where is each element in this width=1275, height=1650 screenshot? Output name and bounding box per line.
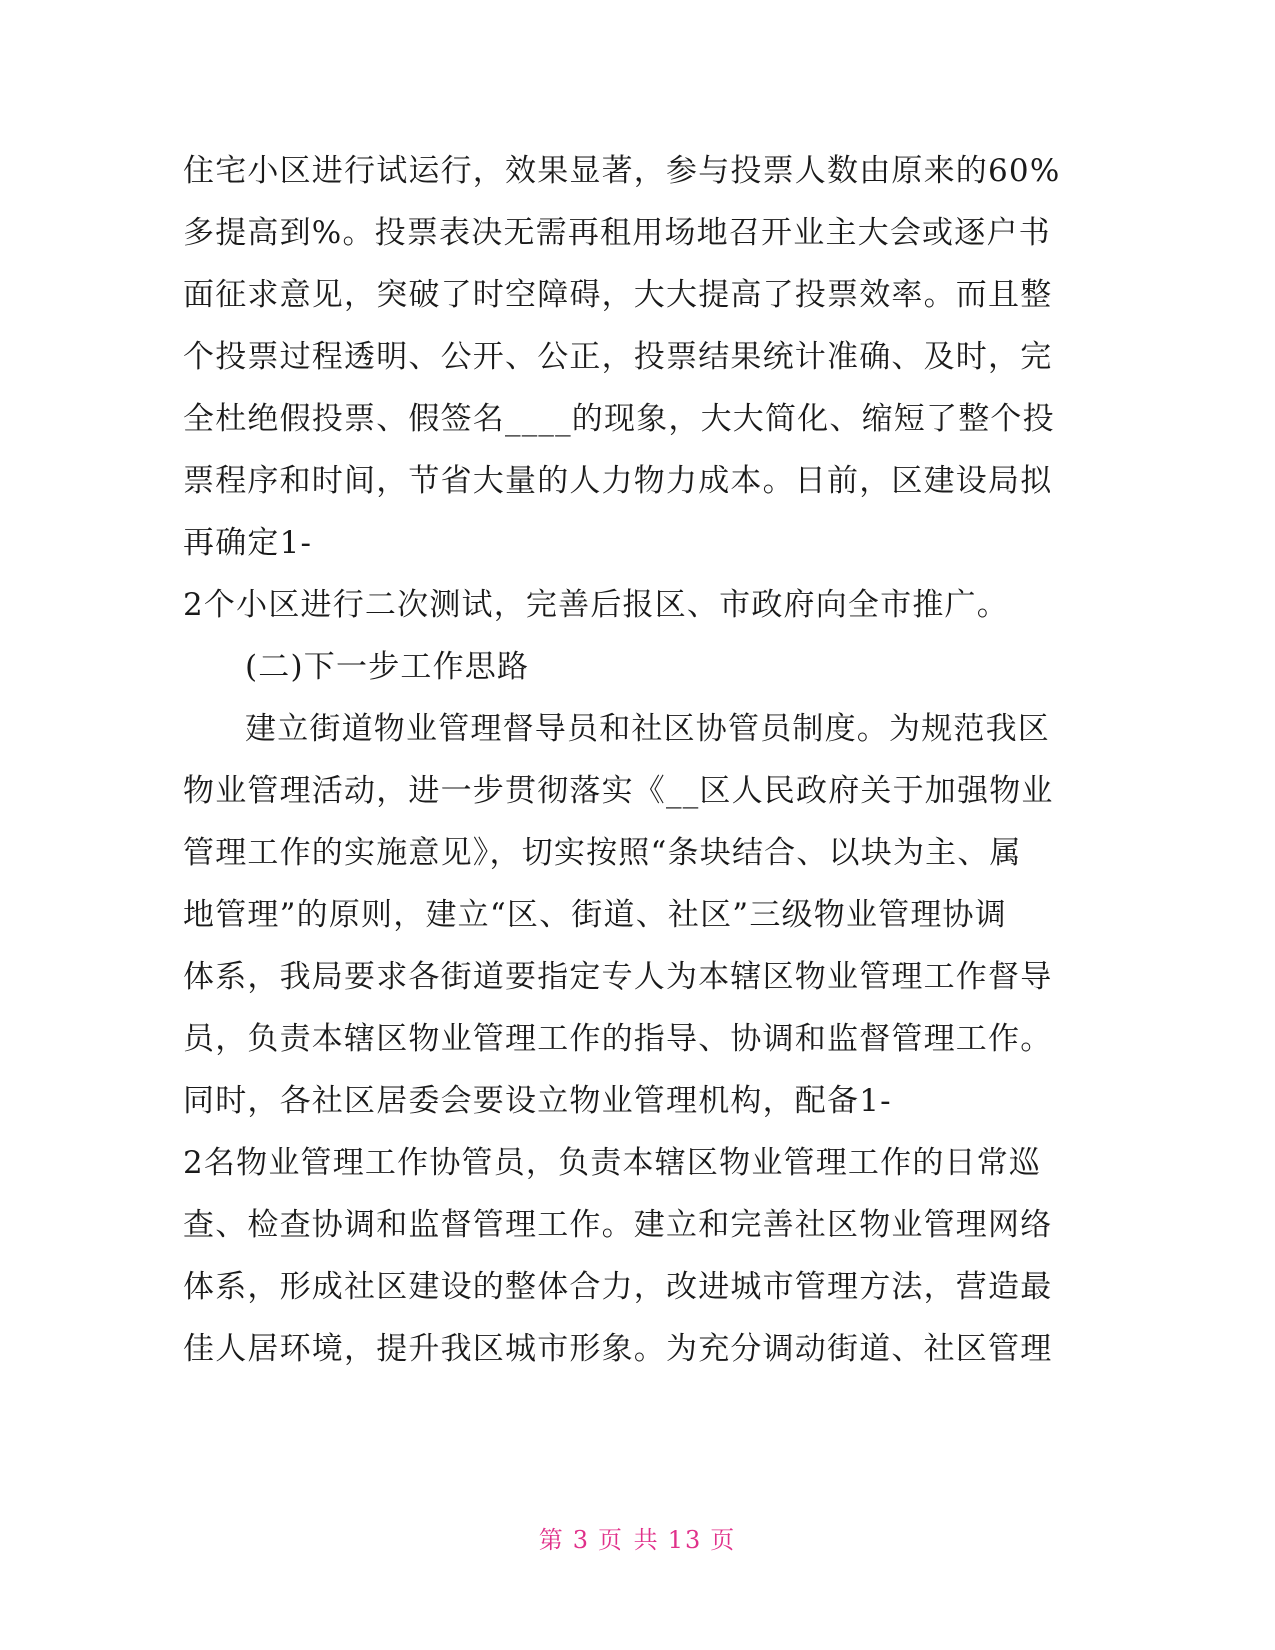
paragraph-start: 建立街道物业管理督导员和社区协管员制度。为规范我区 bbox=[245, 711, 1050, 747]
text-line: 票程序和时间，节省大量的人力物力成本。日前，区建设局拟 bbox=[183, 463, 1053, 499]
text-line: 物业管理活动，进一步贯彻落实《__区人民政府关于加强物业 bbox=[183, 773, 1054, 809]
text-line: 管理工作的实施意见》，切实按照“条块结合、以块为主、属 bbox=[183, 835, 1022, 871]
text-line: 地管理”的原则，建立“区、街道、社区”三级物业管理协调 bbox=[183, 897, 1007, 933]
text-line: 同时，各社区居委会要设立物业管理机构，配备1- bbox=[183, 1083, 892, 1119]
text-line: 多提高到%。投票表决无需再租用场地召开业主大会或逐户书 bbox=[183, 215, 1051, 251]
text-line: 再确定1- bbox=[183, 525, 313, 561]
footer-middle: 页 共 bbox=[598, 1526, 660, 1554]
text-line: 员，负责本辖区物业管理工作的指导、协调和监督管理工作。 bbox=[183, 1021, 1053, 1057]
text-line: 2个小区进行二次测试，完善后报区、市政府向全市推广。 bbox=[183, 587, 1009, 623]
body-text bbox=[183, 140, 1061, 1380]
page-number-footer bbox=[0, 1520, 1275, 1555]
text-line: 查、检查协调和监督管理工作。建立和完善社区物业管理网络 bbox=[183, 1207, 1053, 1243]
text-line: 体系，形成社区建设的整体合力，改进城市管理方法，营造最 bbox=[183, 1269, 1053, 1305]
text-line: 2名物业管理工作协管员，负责本辖区物业管理工作的日常巡 bbox=[183, 1145, 1042, 1181]
text-line: 佳人居环境，提升我区城市形象。为充分调动街道、社区管理 bbox=[183, 1331, 1053, 1367]
current-page-number: 3 bbox=[572, 1526, 591, 1554]
text-line: 住宅小区进行试运行，效果显著，参与投票人数由原来的60% bbox=[183, 153, 1061, 189]
section-heading: (二)下一步工作思路 bbox=[245, 649, 530, 685]
text-line: 全杜绝假投票、假签名____的现象，大大简化、缩短了整个投 bbox=[183, 401, 1055, 437]
text-line: 面征求意见，突破了时空障碍，大大提高了投票效率。而且整 bbox=[183, 277, 1053, 313]
footer-prefix: 第 bbox=[538, 1526, 565, 1554]
text-line: 体系，我局要求各街道要指定专人为本辖区物业管理工作督导 bbox=[183, 959, 1053, 995]
total-page-count: 13 bbox=[667, 1526, 703, 1554]
footer-suffix: 页 bbox=[710, 1526, 737, 1554]
text-line: 个投票过程透明、公开、公正，投票结果统计准确、及时，完 bbox=[183, 339, 1053, 375]
